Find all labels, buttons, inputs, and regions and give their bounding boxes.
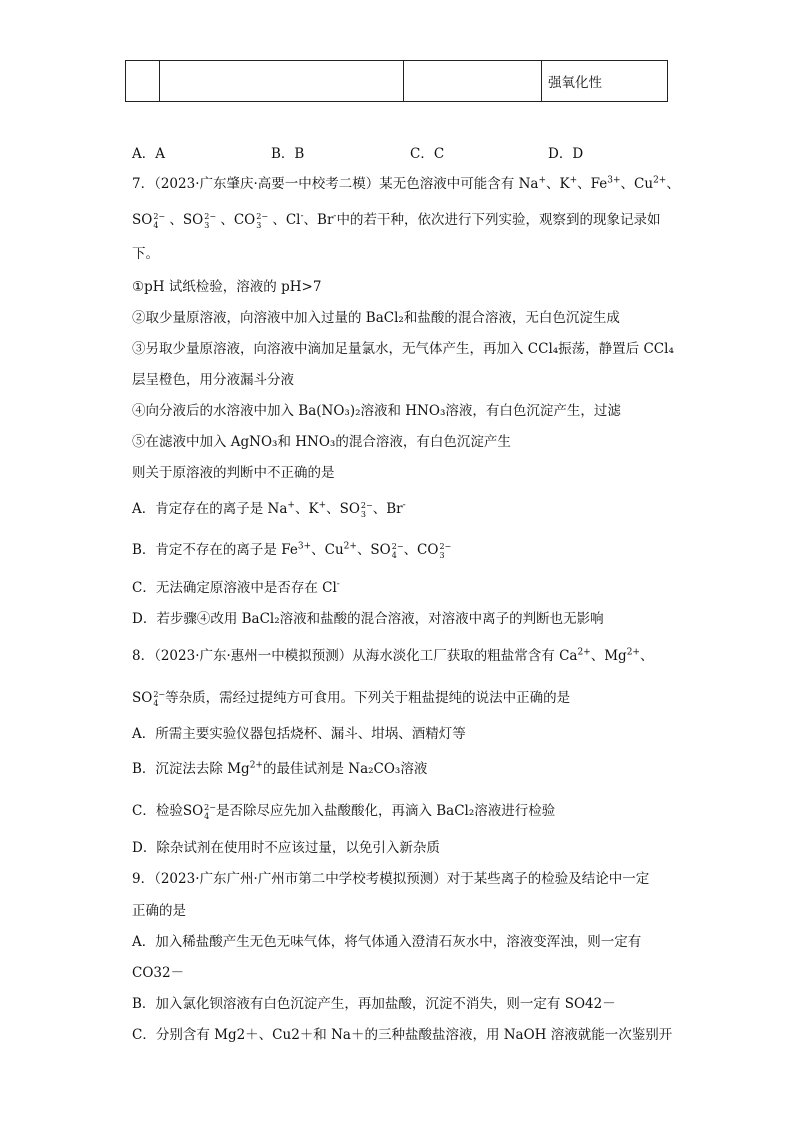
table-cell: 强氧化性 <box>542 61 668 102</box>
q7-option-c: C．无法确定原溶液中是否存在 Cl- <box>132 579 340 596</box>
q9-option-a-2: CO32－ <box>132 965 185 981</box>
q7-line-2: SO 2− 4 、SO 2− 3 、CO 2− 3 、Cl-、Br-中的若干种，依次进行下列实验，观察到的现象记录如 <box>132 211 661 230</box>
q7-line-3: 下。 <box>132 246 159 262</box>
q7-step-5: ⑤在滤液中加入 AgNO₃和 HNO₃的混合溶液，有白色沉淀产生 <box>132 434 511 450</box>
q7-step-1: ①pH 试纸检验，溶液的 pH>7 <box>132 279 322 295</box>
q6-option-a: A．A <box>132 146 165 162</box>
q7-line-1: 7．（2023·广东肇庆·高要一中校考二模）某无色溶液中可能含有 Na+、K+、$Fe^{3+}$、$Cu^{2+}$、 <box>132 175 680 192</box>
q9-option-c: C．分别含有 Mg2＋、Cu2＋和 Na＋的三种盐酸盐溶液，用 NaOH 溶液就能一次鉴别开 <box>132 1027 673 1043</box>
q6-option-b: B．B <box>271 146 305 162</box>
q8-line-1: 8．（2023·广东·惠州一中模拟预测）从海水淡化工厂获取的粗盐常含有 $Ca^{2+}$、$Mg^{2+}$、 <box>132 647 654 664</box>
q7-option-d: D．若步骤④改用 BaCl₂溶液和盐酸的混合溶液，对溶液中离子的判断也无影响 <box>132 611 604 627</box>
q9-line-2: 正确的是 <box>132 903 186 919</box>
answer-table-fragment <box>125 60 668 102</box>
q6-option-c: C．C <box>410 146 445 162</box>
q8-option-d: D．除杂试剂在使用时不应该过量，以免引入新杂质 <box>132 840 440 856</box>
q8-option-c: C．检验SO 2− 4 是否除尽应先加入盐酸酸化，再滴入 BaCl₂溶液进行检验 <box>132 802 556 821</box>
q9-line-1: 9．（2023·广东广州·广州市第二中学校考模拟预测）对于某些离子的检验及结论中一定 <box>132 871 650 887</box>
q7-option-b: B．肯定不存在的离子是 $Fe^{3+}$、$Cu^{2+}$、SO 2− 4 、CO 2− 3 <box>132 541 452 560</box>
q9-option-b: B．加入氯化钡溶液有白色沉淀产生，再加盐酸，沉淀不消失，则一定有 SO42－ <box>132 996 616 1012</box>
q7-step-3b: 层呈橙色，用分液漏斗分液 <box>132 372 294 388</box>
q8-option-b: B．沉淀法去除 $Mg^{2+}$的最佳试剂是 Na₂CO₃溶液 <box>132 760 428 777</box>
q7-step-4: ④向分液后的水溶液中加入 Ba(NO₃)₂溶液和 HNO₃溶液，有白色沉淀产生，过滤 <box>132 403 621 419</box>
table-cell <box>160 61 404 102</box>
table-cell <box>404 61 542 102</box>
q7-option-a: A．肯定存在的离子是 Na+、K+、SO 2− 3 、Br- <box>132 500 406 519</box>
q9-option-a-1: A．加入稀盐酸产生无色无味气体，将气体通入澄清石灰水中，溶液变浑浊，则一定有 <box>132 934 642 950</box>
q7-stem: 则关于原溶液的判断中不正确的是 <box>132 465 335 481</box>
q8-option-a: A．所需主要实验仪器包括烧杯、漏斗、坩埚、酒精灯等 <box>132 726 466 742</box>
q8-line-2: SO 2− 4 等杂质，需经过提纯方可食用。下列关于粗盐提纯的说法中正确的是 <box>132 689 571 708</box>
q7-step-2: ②取少量原溶液，向溶液中加入过量的 BaCl₂和盐酸的混合溶液，无白色沉淀生成 <box>132 310 620 326</box>
table-cell <box>126 61 160 102</box>
q7-step-3a: ③另取少量原溶液，向溶液中滴加足量氯水，无气体产生，再加入 CCl₄振荡，静置后 CCl₄ <box>132 341 674 357</box>
q6-option-d: D．D <box>548 146 584 162</box>
